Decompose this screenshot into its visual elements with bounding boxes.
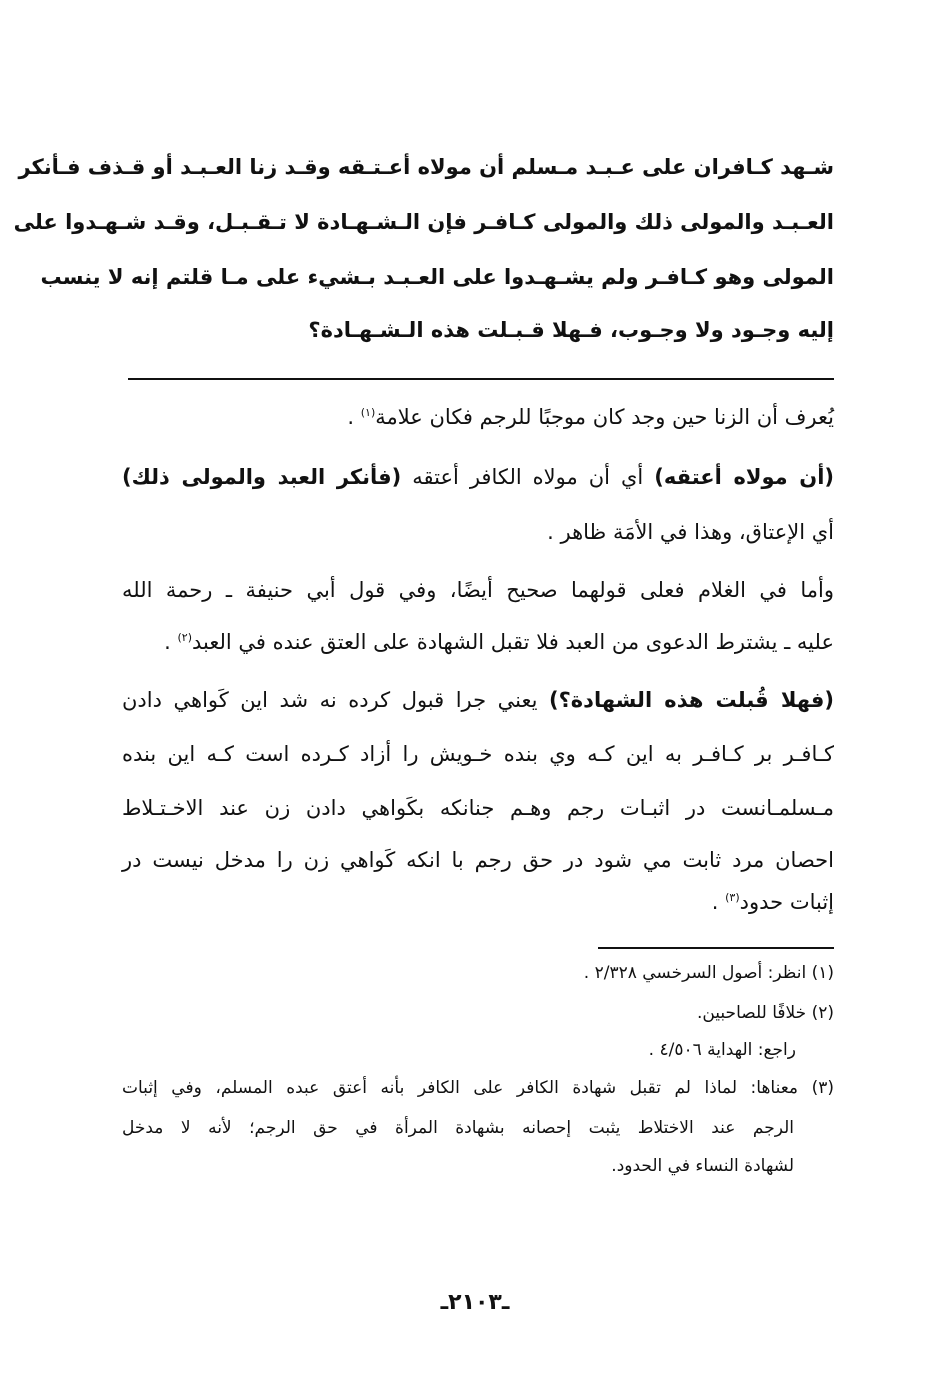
commentary-text: يعني جرا قبول كرده نه شد اين كَواهي دادن (122, 688, 549, 712)
footnote-number: (٢) (811, 1003, 834, 1023)
main-line: العـبـد والمولى ذلك والمولى كـافـر فإن الـشـهـادة لا تـقـبـل، وقـد شـهـدوا على (13, 210, 834, 234)
commentary-p4-line2: كـافـر بر كـافـر به اين كـه وي بنده خـويش را أزاد كـرده است كـه اين بنده (122, 742, 834, 766)
commentary-text: عليه ـ يشترط الدعوى من العبد فلا تقبل الشهادة على العتق عنده في العبد (192, 630, 834, 654)
footnote-ref: (٢) (177, 631, 192, 644)
footnote-2-cont: راجع: الهداية ٤/٥٠٦ . (648, 1040, 796, 1060)
section-divider (128, 378, 834, 380)
commentary-p2-line2: أي الإعتاق، وهذا في الأمَة ظاهر . (547, 520, 834, 544)
commentary-p3-line1: وأما في الغلام فعلى قولهما صحيح أيضًا، وفي قول أبي حنيفة ـ رحمة الله (122, 578, 834, 602)
punct: . (347, 405, 361, 429)
footnote-text: خلافًا للصاحبين. (696, 1003, 807, 1023)
punct: . (711, 890, 726, 914)
commentary-p4-line5 (122, 890, 834, 914)
commentary-text: أي أن مولاه الكافر أعتقه (401, 465, 655, 489)
main-line: المولى وهو كـافـر ولم يشـهـدوا على العـبـد بـشيء على مـا قلتم إنه لا ينسب (40, 265, 834, 289)
commentary-p1 (122, 405, 834, 429)
footnote-3-cont: الرجم عند الاختلاط يثبت إحصانه بشهادة المرأة في حق الرجم؛ لأنه لا مدخل (122, 1118, 794, 1138)
footnote-number: (١) (811, 963, 834, 983)
footnote-ref: (١) (360, 406, 376, 419)
page-number: ـ٢١٠٣ـ (440, 1290, 510, 1315)
footnote-text: معناها: لماذا لم تقبل شهادة الكافر على الكافر بأنه أعتق عبده المسلم، وفي إثبات (122, 1078, 799, 1098)
main-line: إليه وجـود ولا وجـوب، فـهلا قـبـلت هذه الـشـهـادة؟ (308, 318, 834, 342)
commentary-p2-line1 (122, 465, 834, 489)
punct: . (164, 630, 178, 654)
commentary-p4-line4: احصان مرد ثابت مي شود در حق رجم با انكه كَواهي زن را مدخل نيست در (122, 848, 834, 872)
commentary-p4-line1 (122, 688, 834, 712)
footnote-2 (122, 1003, 834, 1023)
footnote-3-cont: لشهادة النساء في الحدود. (611, 1156, 794, 1176)
main-line: شـهد كـافران على عـبـد مـسلم أن مولاه أعـتـقه وقـد زنا العـبـد أو قـذف فـأنكر (18, 155, 834, 179)
footnote-1 (122, 963, 834, 983)
footnote-divider (598, 947, 834, 949)
footnote-text: انظر: أصول السرخسي ٢/٣٢٨ . (583, 963, 807, 983)
commentary-text: يُعرف أن الزنا حين وجد كان موجبًا للرجم فكان علامة (375, 405, 834, 429)
footnote-3 (122, 1078, 834, 1098)
footnote-number: (٣) (811, 1078, 834, 1098)
commentary-p4-line3: مـسلمـانست در اثبـات رجم وهـم جنانكه بكَواهي دادن زن عند الاخـتـلاط (122, 796, 834, 820)
footnote-ref: (٣) (725, 891, 740, 904)
quoted-phrase: (فهلا قُبلت هذه الشهادة؟) (548, 688, 834, 712)
commentary-text: إثبات حدود (739, 890, 834, 914)
quoted-phrase: (أن مولاه أعتقه) (654, 465, 835, 489)
quoted-phrase: (فأنكر العبد والمولى ذلك) (122, 465, 402, 489)
commentary-p3-line2 (122, 630, 834, 654)
